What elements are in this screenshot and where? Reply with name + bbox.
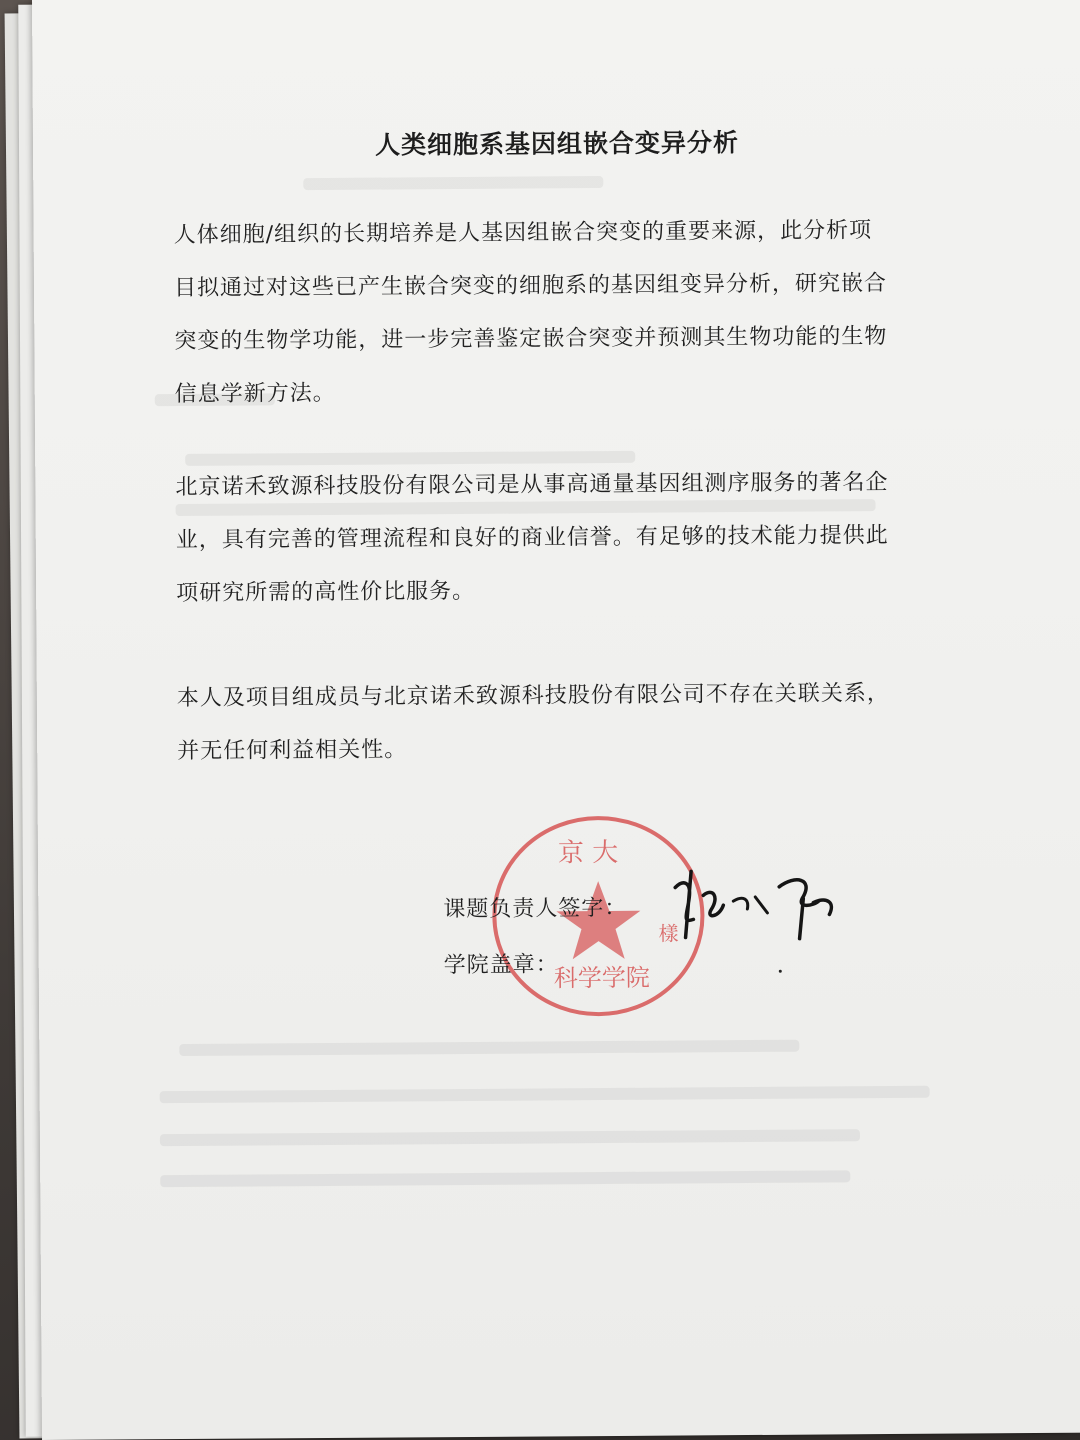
handwritten-signature (663, 856, 844, 947)
show-through-mark (160, 1170, 850, 1187)
seal-text-bottom: 科学学院 (553, 963, 650, 993)
paragraph-declaration: 本人及项目组成员与北京诺禾致源科技股份有限公司不存在关联关系，并无任何利益相关性。 (176, 681, 890, 765)
signature-label: 课题负责人签字： (443, 895, 628, 923)
paragraph-company: 北京诺禾致源科技股份有限公司是从事高通量基因组测序服务的著名企业，具有完善的管理流程和良好的商业信誉。有足够的技术能力提供此项研究所需的高性价比服务。 (175, 470, 889, 607)
document-title: 人类细胞系基因组嵌合变异分析 (374, 128, 740, 160)
stamp-label: 学院盖章： (443, 952, 559, 979)
paragraph-purpose: 人体细胞/组织的长期培养是人基因组嵌合突变的重要来源，此分析项目拟通过对这些已产生嵌合突变的细胞系的基因组变异分析，研究嵌合突变的生物学功能，进一步完善鉴定嵌合突变并预测其生物功能的生物信息学新方法。 (173, 218, 888, 408)
ink-dot (779, 970, 782, 973)
seal-text-top: 京 大 (557, 837, 619, 869)
show-through-mark (160, 1129, 860, 1146)
document-page (32, 0, 1080, 1440)
show-through-mark (160, 1086, 930, 1103)
show-through-mark (179, 1040, 799, 1056)
seal-text-side: 樣 (658, 921, 679, 946)
show-through-mark (303, 176, 603, 190)
